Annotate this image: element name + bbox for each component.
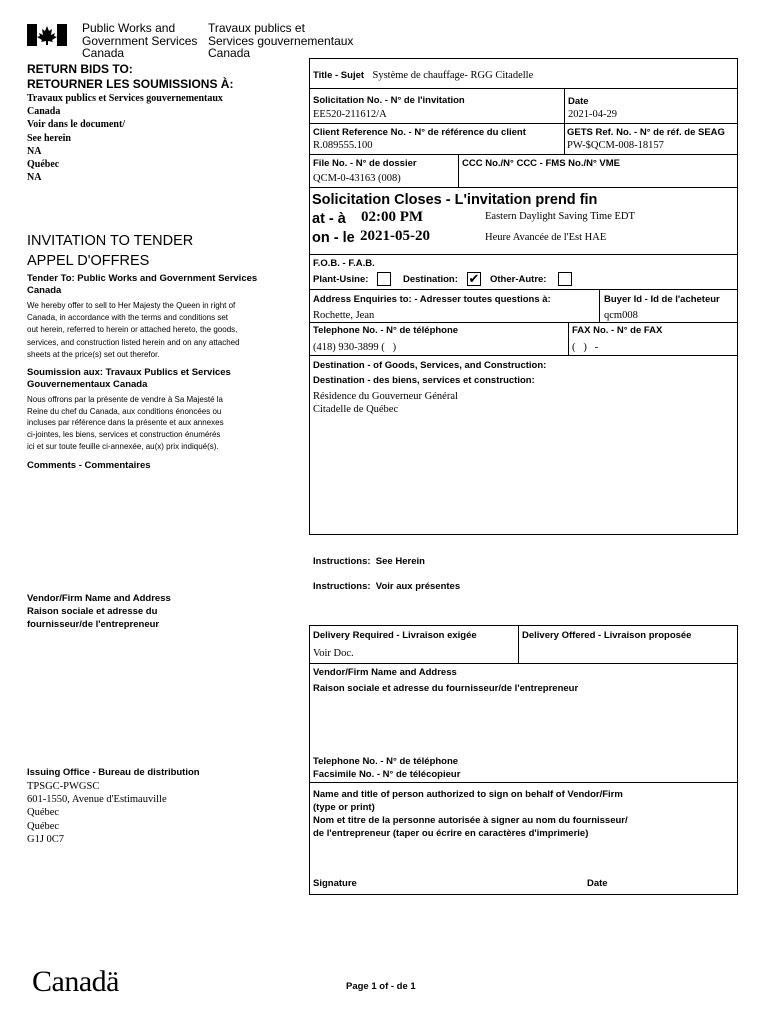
timezone-en: Eastern Daylight Saving Time EDT	[485, 211, 635, 222]
close-date: 2021-05-20	[360, 228, 430, 244]
destination-address: Résidence du Gouverneur Général Citadelle de Québec	[313, 391, 458, 415]
fax-label: FAX No. - N° de FAX	[572, 325, 663, 336]
vendor-name-label-fr: Raison sociale et adresse du fournisseur/de l'entrepreneur	[313, 683, 579, 694]
destination-label: Destination:	[403, 274, 458, 285]
date-value: 2021-04-29	[568, 109, 617, 120]
title-field	[313, 65, 533, 83]
gets-label: GETS Ref. No. - N° de réf. de SEAG	[567, 127, 725, 138]
close-time: 02:00 PM	[361, 209, 424, 225]
department-name-fr: Travaux publics et Services gouvernementaux Canada	[208, 21, 354, 60]
destination-checkbox[interactable]: ✔	[468, 271, 480, 286]
file-no-label: File No. - N° de dossier	[313, 158, 417, 169]
date-label: Date	[568, 96, 589, 107]
authorized-person-label: Name and title of person authorized to sign on behalf of Vendor/Firm (type or print) Nom et titre de la personne autorisée à signer au nom du fournisseur/ de l'entrepreneur (taper ou écrire en caractères d'imprimerie)	[313, 789, 628, 839]
instructions-fr: Instructions: Voir aux présentes	[313, 581, 461, 592]
canada-wordmark: Canadä	[32, 965, 119, 998]
title-value: Système de chauffage- RGG Citadelle	[372, 70, 534, 81]
return-bids-address: Travaux publics et Services gouvernementaux Canada Voir dans le document/ See herein NA Québec NA	[27, 93, 223, 184]
other-label: Other-Autre:	[490, 274, 547, 285]
canada-flag-icon	[27, 24, 67, 46]
destination-goods-en: Destination - of Goods, Services, and Construction:	[313, 360, 547, 371]
delivery-offered-label: Delivery Offered - Livraison proposée	[522, 630, 692, 641]
vendor-name-label-left: Vendor/Firm Name and Address Raison sociale et adresse du fournisseur/de l'entrepreneur	[27, 593, 171, 630]
instructions-en: Instructions: See Herein	[313, 556, 425, 567]
invitation-title: INVITATION TO TENDER APPEL D'OFFRES	[27, 233, 194, 269]
comments-label: Comments - Commentaires	[27, 460, 151, 471]
address-enquiries-label: Address Enquiries to: - Adresser toutes questions à:	[313, 294, 551, 305]
vendor-name-label: Vendor/Firm Name and Address	[313, 667, 457, 678]
telephone-value: (418) 930-3899 ( )	[313, 342, 397, 353]
telephone-label: Telephone No. - N° de téléphone	[313, 325, 459, 336]
department-name-en: Public Works and Government Services Canada	[82, 21, 198, 60]
client-ref-label: Client Reference No. - N° de référence du client	[313, 127, 526, 138]
gets-value: PW-$QCM-008-18157	[567, 140, 664, 151]
delivery-required-value: Voir Doc.	[313, 648, 354, 659]
destination-goods-fr: Destination - des biens, services et construction:	[313, 375, 535, 386]
at-label: at - à	[312, 211, 346, 227]
tender-to: Tender To: Public Works and Government Services Canada	[27, 273, 258, 296]
vendor-fax-label: Facsimile No. - N° de télécopieur	[313, 769, 461, 780]
offer-text-fr: Nous offrons par la présente de vendre à Sa Majesté la Reine du chef du Canada, aux conditions énoncées ou incluses par référence dans la présente et aux annexes ci-jointes, les biens, services et construction énumérés ici et sur toute feuille ci-annexée, au(x) prix indiqué(s).	[27, 395, 224, 451]
plant-checkbox[interactable]	[377, 272, 391, 286]
solicitation-value: EE520-211612/A	[313, 109, 387, 120]
fob-label: F.O.B. - F.A.B.	[313, 258, 375, 269]
signature-date-label: Date	[587, 878, 608, 889]
file-no-value: QCM-0-43163 (008)	[313, 173, 401, 184]
delivery-required-label: Delivery Required - Livraison exigée	[313, 630, 477, 641]
plant-label: Plant-Usine:	[313, 274, 369, 285]
page-number: Page 1 of - de 1	[346, 981, 416, 992]
ccc-label: CCC No./N° CCC - FMS No./N° VME	[462, 158, 621, 169]
return-bids-title: RETURN BIDS TO: RETOURNER LES SOUMISSIONS À:	[27, 62, 234, 91]
offer-text-en: We hereby offer to sell to Her Majesty the Queen in right of Canada, in accordance with the terms and conditions set out herein, referred to herein or attached hereto, the goods, services, and construction listed herein and on any attached sheets at the price(s) set out therefor.	[27, 301, 240, 359]
issuing-office-address: TPSGC-PWGSC 601-1550, Avenue d'Estimauville Québec Québec G1J 0C7	[27, 781, 167, 845]
soumission-aux: Soumission aux: Travaux Publics et Services Gouvernementaux Canada	[27, 367, 231, 390]
solicitation-label: Solicitation No. - N° de l'invitation	[313, 95, 465, 106]
closes-title: Solicitation Closes - L'invitation prend fin	[312, 192, 598, 208]
vendor-telephone-label: Telephone No. - N° de téléphone	[313, 756, 459, 767]
issuing-office-title: Issuing Office - Bureau de distribution	[27, 767, 200, 778]
timezone-fr: Heure Avancée de l'Est HAE	[485, 232, 607, 243]
signature-label: Signature	[313, 878, 357, 889]
fax-value: ( ) -	[572, 342, 599, 353]
address-enquiries-value: Rochette, Jean	[313, 310, 375, 321]
buyer-id-value: qcm008	[604, 310, 638, 321]
client-ref-value: R.089555.100	[313, 140, 373, 151]
on-label: on - le	[312, 230, 355, 246]
title-label: Title - Sujet	[313, 70, 365, 81]
buyer-id-label: Buyer Id - Id de l'acheteur	[604, 294, 720, 305]
other-checkbox[interactable]	[558, 272, 572, 286]
